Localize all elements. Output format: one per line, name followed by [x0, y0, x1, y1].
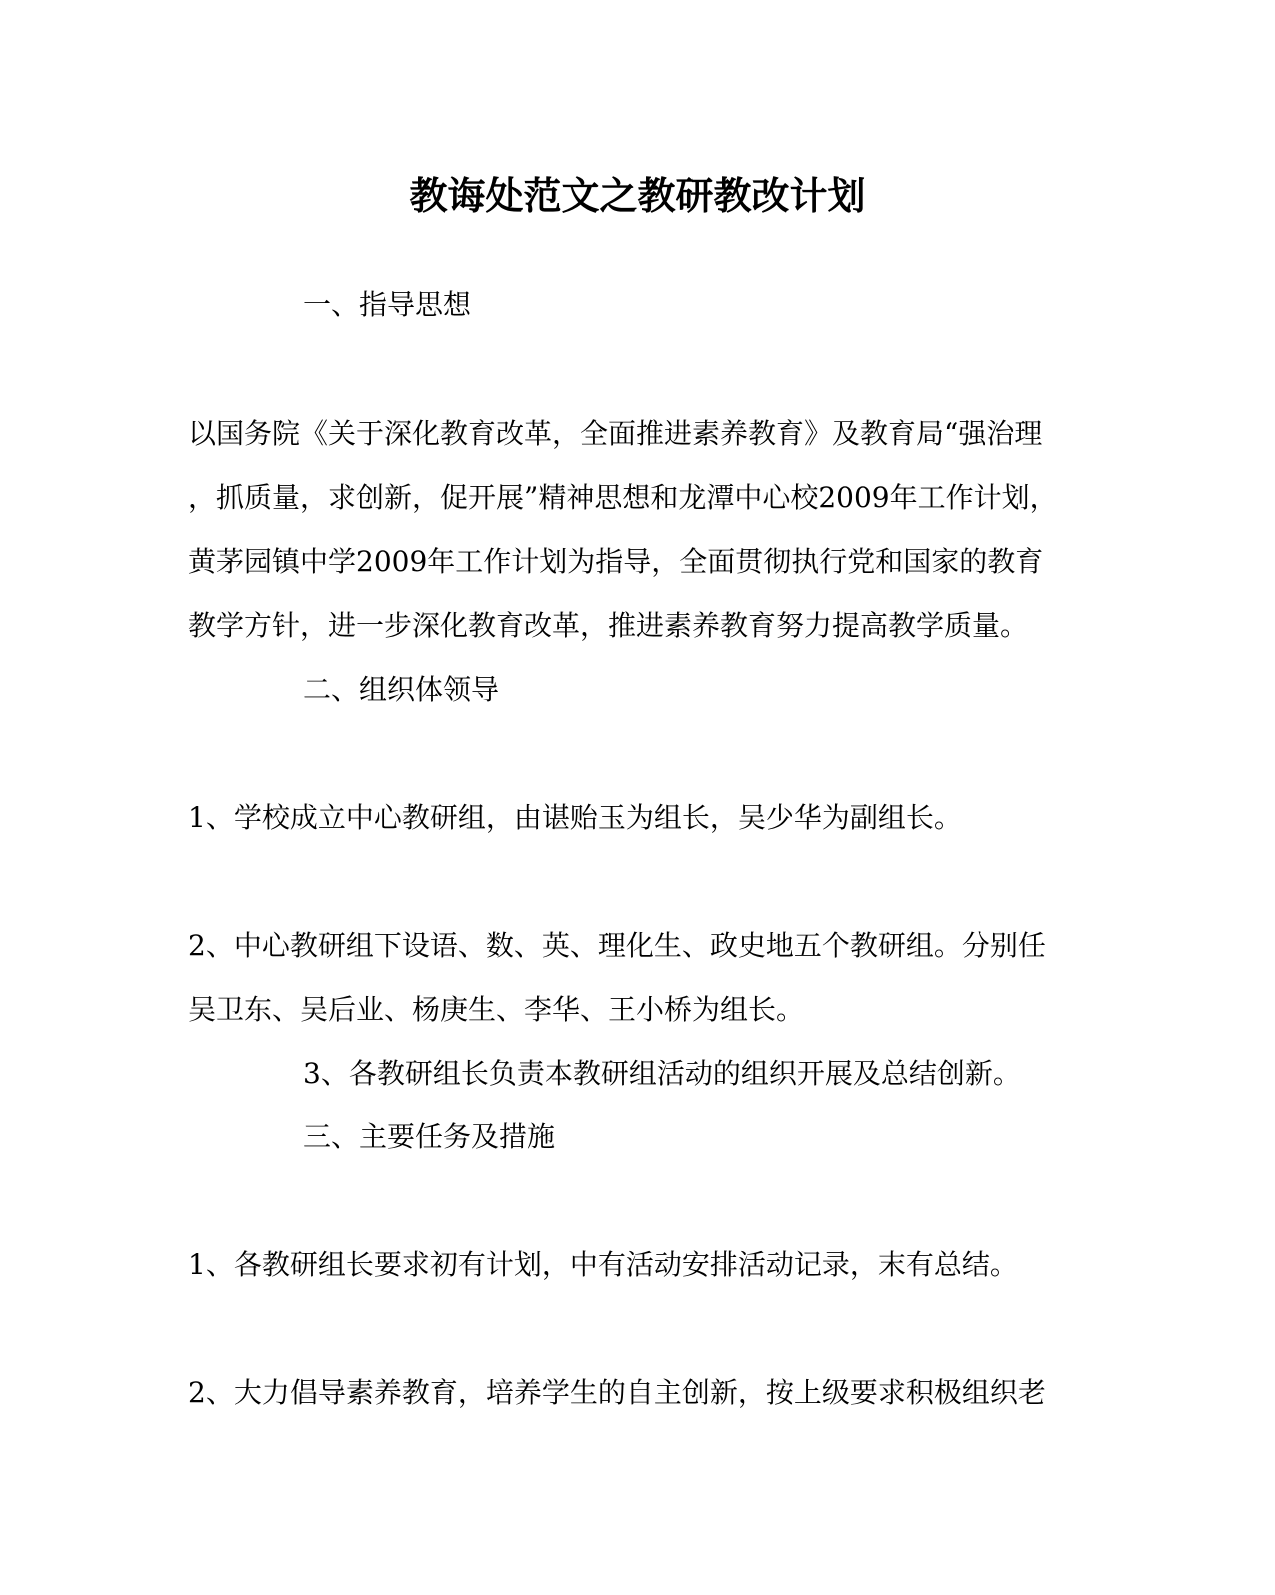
list-item: 2、中心教研组下设语、数、英、理化生、政史地五个教研组。分别任 — [188, 929, 1046, 962]
list-item: 3、各教研组长负责本教研组活动的组织开展及总结创新。 — [303, 1057, 1021, 1090]
section-heading-guiding-ideology: 一、指导思想 — [303, 288, 472, 321]
paragraph-line: 以国务院《关于深化教育改革，全面推进素养教育》及教育局“强治理 — [188, 417, 1043, 450]
section-heading-tasks: 三、主要任务及措施 — [303, 1120, 556, 1153]
paragraph-line: 黄茅园镇中学2009年工作计划为指导，全面贯彻执行党和国家的教育 — [188, 545, 1044, 578]
list-item: 2、大力倡导素养教育，培养学生的自主创新，按上级要求积极组织老 — [188, 1376, 1046, 1409]
list-item: 1、学校成立中心教研组，由谌贻玉为组长，吴少华为副组长。 — [188, 801, 962, 834]
list-item: 1、各教研组长要求初有计划，中有活动安排活动记录，末有总结。 — [188, 1248, 1018, 1281]
paragraph-line: ，抓质量，求创新，促开展”精神思想和龙潭中心校2009年工作计划， — [188, 481, 1058, 514]
paragraph-line: 教学方针，进一步深化教育改革，推进素养教育努力提高教学质量。 — [188, 609, 1029, 642]
section-heading-organization: 二、组织体领导 — [303, 673, 500, 706]
document-title: 教诲处范文之教研教改计划 — [409, 173, 866, 218]
paragraph-line: 吴卫东、吴后业、杨庚生、李华、王小桥为组长。 — [188, 993, 805, 1026]
